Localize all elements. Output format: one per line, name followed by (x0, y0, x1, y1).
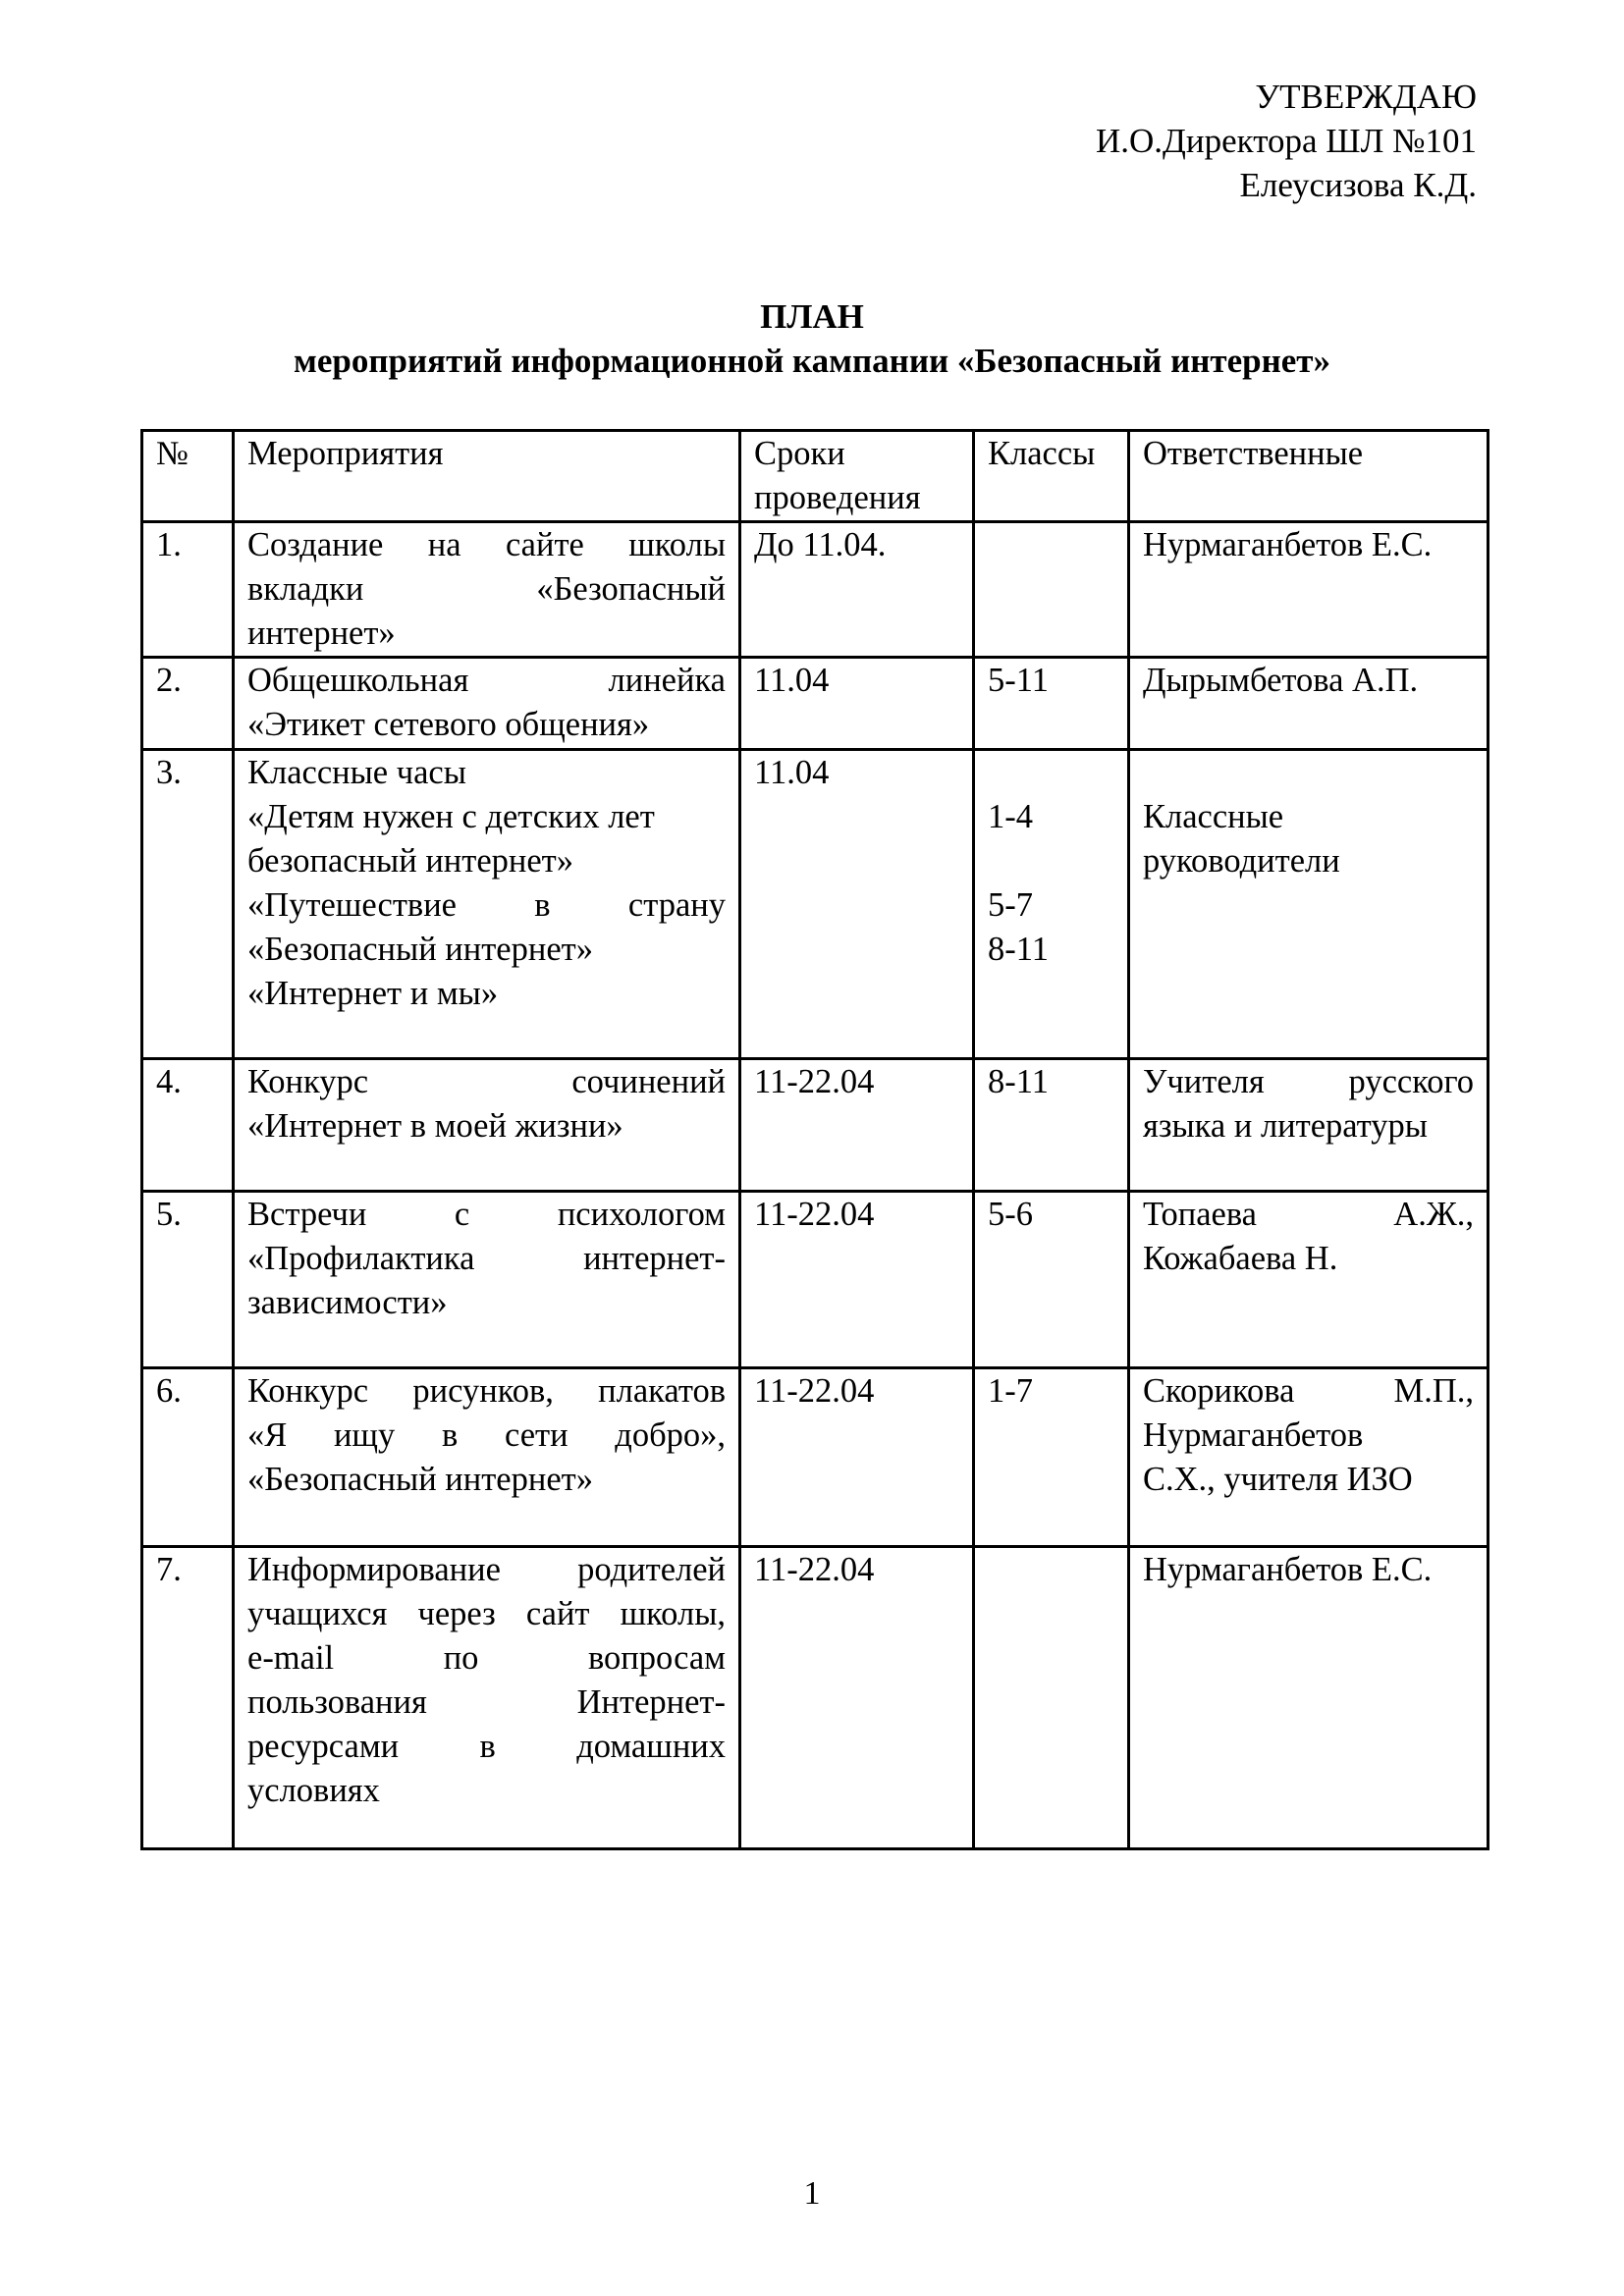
responsible-line: Нурмаганбетов Е.С. (1143, 526, 1433, 563)
header-responsible: Ответственные (1129, 431, 1489, 522)
header-classes: Классы (974, 431, 1129, 522)
event-line: «Детям нужен с детских лет (247, 798, 655, 835)
classes-line: 1-4 (988, 798, 1033, 835)
event-line: e-mail по вопросам (247, 1639, 726, 1677)
responsible-cell (1129, 522, 1489, 658)
responsible-cell (1129, 1368, 1489, 1547)
header-dates (740, 431, 974, 522)
dates-cell: 11.04 (740, 658, 974, 750)
classes-line: 1-7 (988, 1372, 1033, 1410)
classes-cell (974, 522, 1129, 658)
classes-line: 5-6 (988, 1196, 1033, 1233)
document-subtitle: мероприятий информационной кампании «Безопасный интернет» (294, 342, 1330, 380)
responsible-cell (1129, 658, 1489, 750)
event-line: Информирование родителей (247, 1551, 726, 1588)
event-line: вкладки «Безопасный (247, 570, 726, 608)
row-number: 3. (142, 750, 234, 1059)
responsible-cell (1129, 750, 1489, 1059)
event-line: Создание на сайте школы (247, 526, 726, 563)
page-number: 1 (803, 2175, 821, 2212)
responsible-line: Скорикова М.П., (1143, 1372, 1474, 1410)
header-dates-line: проведения (754, 479, 921, 516)
events-table (140, 429, 1489, 1850)
responsible-line: С.Х., учителя ИЗО (1143, 1461, 1413, 1498)
event-cell (234, 1368, 740, 1547)
event-line: «Интернет в моей жизни» (247, 1107, 623, 1145)
table-row (142, 1368, 1489, 1547)
classes-cell (974, 658, 1129, 750)
event-line: условиях (247, 1772, 380, 1809)
event-line: интернет» (247, 614, 396, 652)
classes-cell (974, 750, 1129, 1059)
header-number: № (142, 431, 234, 522)
responsible-cell (1129, 1192, 1489, 1368)
header-events: Мероприятия (234, 431, 740, 522)
row-number: 7. (142, 1547, 234, 1849)
event-line: безопасный интернет» (247, 842, 573, 880)
event-line: ресурсами в домашних (247, 1728, 726, 1765)
table-header-row (142, 431, 1489, 522)
dates-cell: 11-22.04 (740, 1368, 974, 1547)
event-line: «Путешествие в страну (247, 886, 726, 924)
classes-line (988, 839, 1114, 883)
row-number: 5. (142, 1192, 234, 1368)
header-dates-line: Сроки (754, 435, 845, 472)
event-line: «Интернет и мы» (247, 975, 499, 1012)
event-cell (234, 522, 740, 658)
responsible-line: языка и литературы (1143, 1107, 1428, 1145)
row-number: 4. (142, 1059, 234, 1192)
event-cell (234, 1059, 740, 1192)
responsible-line: Классные (1143, 798, 1284, 835)
table-row (142, 750, 1489, 1059)
dates-cell: До 11.04. (740, 522, 974, 658)
dates-cell: 11-22.04 (740, 1192, 974, 1368)
dates-cell: 11-22.04 (740, 1547, 974, 1849)
table-row (142, 1192, 1489, 1368)
approval-position: И.О.Директора ШЛ №101 (1095, 122, 1477, 160)
document-title: ПЛАН (760, 297, 864, 336)
classes-line: 8-11 (988, 931, 1049, 968)
event-cell (234, 750, 740, 1059)
classes-line: 5-7 (988, 886, 1033, 924)
classes-line: 8-11 (988, 1063, 1049, 1100)
classes-cell (974, 1192, 1129, 1368)
approval-block (1096, 75, 1477, 207)
event-line: «Профилактика интернет- (247, 1240, 726, 1277)
responsible-line: руководители (1143, 842, 1340, 880)
table-row (142, 1059, 1489, 1192)
classes-cell (974, 1368, 1129, 1547)
event-line: пользования Интернет- (247, 1683, 726, 1721)
responsible-cell (1129, 1059, 1489, 1192)
dates-cell: 11.04 (740, 750, 974, 1059)
classes-line (988, 751, 1114, 795)
event-line: учащихся через сайт школы, (247, 1595, 726, 1632)
event-line: Классные часы (247, 754, 466, 791)
responsible-line: Кожабаева Н. (1143, 1240, 1338, 1277)
classes-cell (974, 1547, 1129, 1849)
responsible-line (1143, 751, 1474, 795)
approval-name: Елеусизова К.Д. (1239, 166, 1477, 204)
row-number: 6. (142, 1368, 234, 1547)
event-line: Встречи с психологом (247, 1196, 726, 1233)
event-line: «Безопасный интернет» (247, 931, 593, 968)
event-line: Общешкольная линейка (247, 662, 726, 699)
event-line: «Этикет сетевого общения» (247, 706, 650, 743)
event-line: «Безопасный интернет» (247, 1461, 593, 1498)
dates-cell: 11-22.04 (740, 1059, 974, 1192)
event-line: «Я ищу в сети добро», (247, 1416, 726, 1454)
responsible-line: Топаева А.Ж., (1143, 1196, 1474, 1233)
responsible-line: Нурмаганбетов (1143, 1416, 1364, 1454)
classes-line: 5-11 (988, 662, 1049, 699)
row-number: 1. (142, 522, 234, 658)
table-row (142, 1547, 1489, 1849)
event-line: Конкурс сочинений (247, 1063, 726, 1100)
event-line: Конкурс рисунков, плакатов (247, 1372, 726, 1410)
row-number: 2. (142, 658, 234, 750)
event-cell (234, 1192, 740, 1368)
responsible-line: Дырымбетова А.П. (1143, 662, 1419, 699)
event-cell (234, 658, 740, 750)
responsible-line: Нурмаганбетов Е.С. (1143, 1551, 1433, 1588)
event-cell (234, 1547, 740, 1849)
classes-cell (974, 1059, 1129, 1192)
event-line: зависимости» (247, 1284, 448, 1321)
approval-heading: УТВЕРЖДАЮ (1255, 78, 1477, 116)
table-row (142, 658, 1489, 750)
responsible-line: Учителя русского (1143, 1063, 1474, 1100)
table-row (142, 522, 1489, 658)
responsible-cell (1129, 1547, 1489, 1849)
